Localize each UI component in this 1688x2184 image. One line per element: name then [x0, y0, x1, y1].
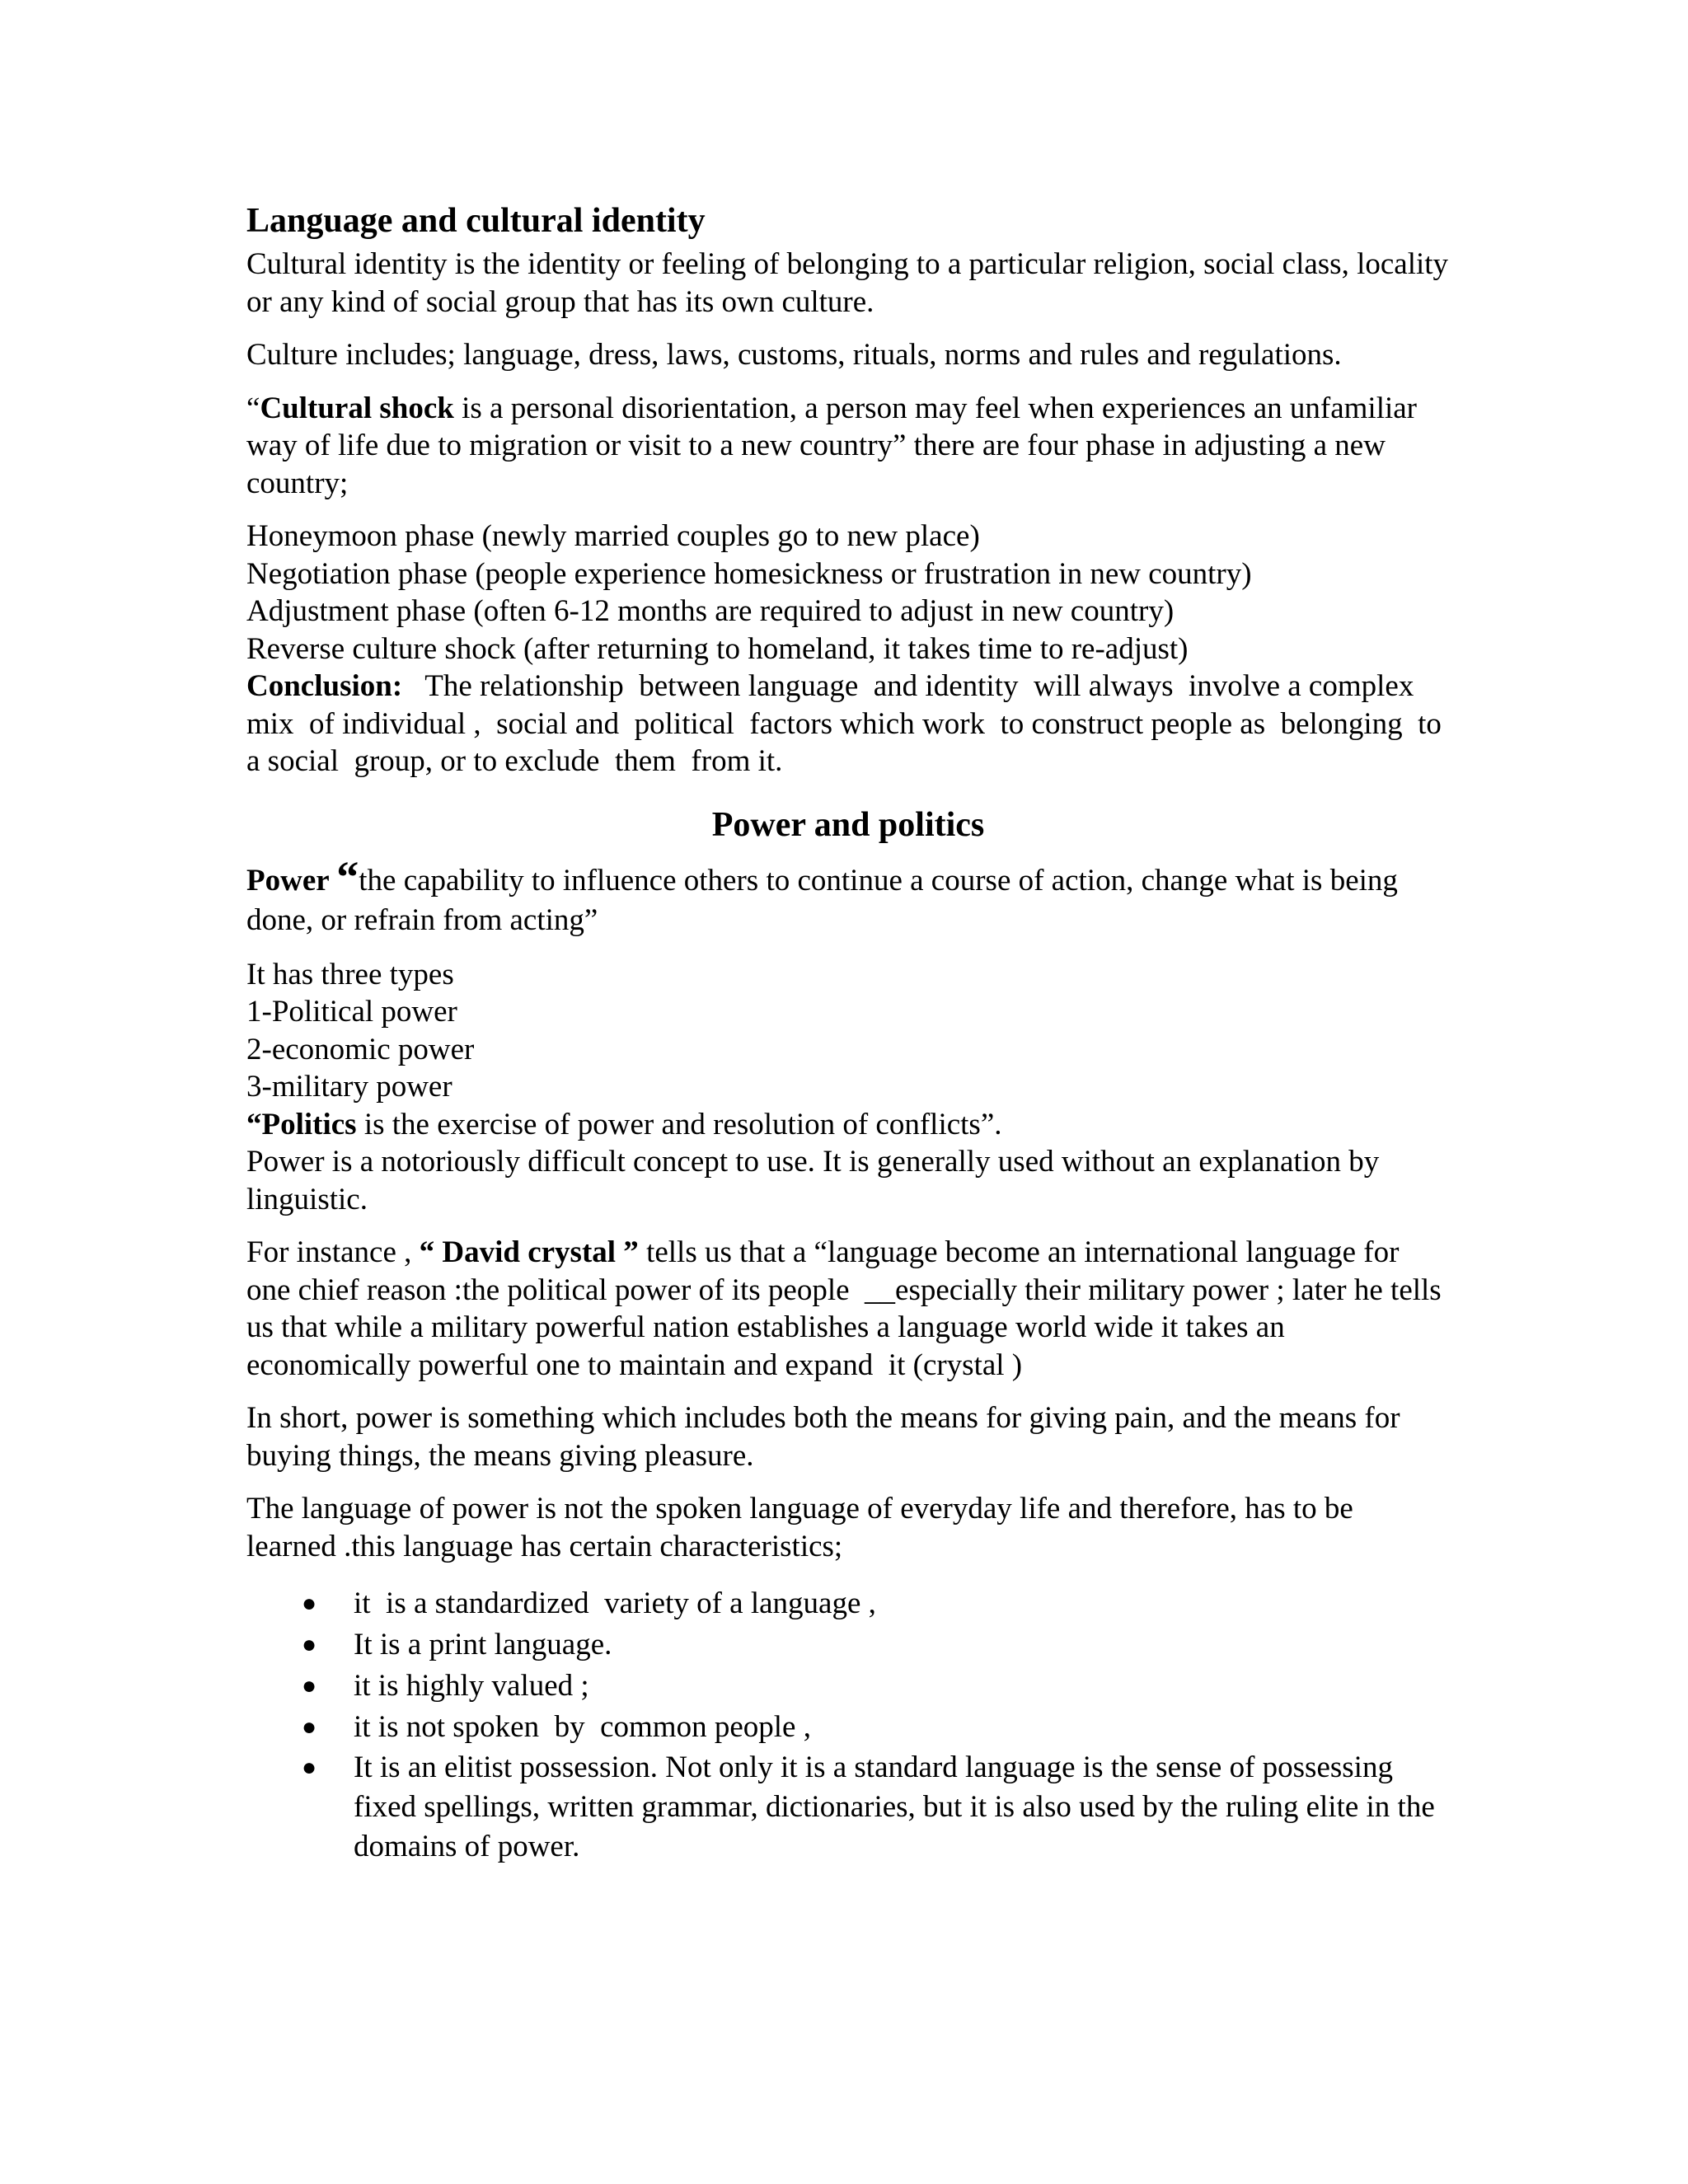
bullet-icon: ●	[302, 1590, 317, 1617]
conclusion-label: Conclusion:	[246, 669, 403, 703]
types-intro: It has three types	[246, 957, 454, 991]
phase-list	[246, 518, 1450, 668]
power-definition-text: the capability to influence others to continue a course of action, change what is being done, or refrain from acting”	[246, 863, 1406, 937]
characteristic-text: it is highly valued ;	[354, 1669, 589, 1703]
bullet-icon: ●	[302, 1754, 317, 1781]
term-david-crystal: “ David crystal ”	[419, 1235, 639, 1269]
power-types	[246, 956, 1450, 1144]
politics-text: is the exercise of power and resolution of conflicts”.	[356, 1107, 1002, 1141]
type-item: 3-military power	[246, 1070, 452, 1104]
characteristics-list	[246, 1583, 1450, 1867]
quote-mark: “	[246, 391, 260, 425]
list-item	[302, 1583, 1450, 1624]
phase-item: Negotiation phase (people experience homesickness or frustration in new country)	[246, 556, 1252, 591]
phase-item: Adjustment phase (often 6-12 months are required to adjust in new country)	[246, 594, 1175, 628]
paragraph-power-concept: Power is a notoriously difficult concept to use. It is generally used without an explanation by linguistic.	[246, 1145, 1387, 1216]
type-item: 1-Political power	[246, 995, 457, 1029]
paragraph-power-definition	[246, 851, 1450, 940]
bullet-icon: ●	[302, 1672, 317, 1699]
characteristic-text: It is a print language.	[354, 1628, 612, 1661]
term-power: Power	[246, 863, 337, 898]
document-page	[246, 198, 1456, 1867]
paragraph-culture-includes: Culture includes; language, dress, laws, customs, rituals, norms and rules and regulations.	[246, 338, 1342, 372]
paragraph-cultural-shock	[246, 390, 1450, 503]
cultural-shock-text: is a personal disorientation, a person may feel when experiences an unfamiliar way of life due to migration or visit to a new country” there are four phase in adjusting a new country;	[246, 391, 1425, 500]
type-item: 2-economic power	[246, 1032, 475, 1066]
bullet-icon: ●	[302, 1713, 317, 1741]
term-politics: “Politics	[246, 1107, 357, 1141]
paragraph-in-short: In short, power is something which includes both the means for giving pain, and the means for buying things, the means giving pleasure.	[246, 1401, 1408, 1473]
term-cultural-shock: Cultural shock	[260, 391, 454, 425]
list-item	[302, 1666, 1450, 1707]
crystal-text: tells us that a “language become an international language for one chief reason :the political power of its people __especially their military power ; later he tells us that while a military powerful nation establishes a language world wide it takes an economically powerful one to maintain and expand it (crystal )	[246, 1235, 1449, 1382]
paragraph-conclusion	[246, 668, 1450, 780]
bullet-icon: ●	[302, 1631, 317, 1658]
crystal-intro: For instance ,	[246, 1235, 420, 1269]
conclusion-text: The relationship between language and identity will always involve a complex mix of individual , social and political factors which work to construct people as belonging to a social group, or to exclude them from it.	[246, 669, 1450, 778]
phase-item: Honeymoon phase (newly married couples go to new place)	[246, 519, 980, 553]
list-item	[302, 1624, 1450, 1666]
characteristic-text: it is not spoken by common people ,	[354, 1710, 811, 1744]
section-title-language-identity: Language and cultural identity	[246, 202, 706, 240]
politics-definition	[246, 1106, 1450, 1144]
paragraph-cultural-identity: Cultural identity is the identity or feeling of belonging to a particular religion, social class, locality or any kind of social group that has its own culture.	[246, 247, 1456, 319]
big-quote-mark: “	[336, 851, 359, 902]
characteristic-text: It is an elitist possession. Not only it is a standard language is the sense of possessing fixed spellings, written grammar, dictionaries, but it is also used by the ruling elite in the domains of power.	[354, 1750, 1442, 1863]
section-title-power-politics: Power and politics	[711, 805, 985, 844]
paragraph-language-of-power: The language of power is not the spoken language of everyday life and therefore, has to be learned .this language has certain characteristics;	[246, 1492, 1362, 1563]
characteristic-text: it is a standardized variety of a language ,	[354, 1586, 876, 1620]
paragraph-david-crystal	[246, 1234, 1450, 1384]
phase-item: Reverse culture shock (after returning to homeland, it takes time to re-adjust)	[246, 631, 1189, 666]
list-item	[302, 1707, 1450, 1748]
list-item	[302, 1748, 1450, 1867]
